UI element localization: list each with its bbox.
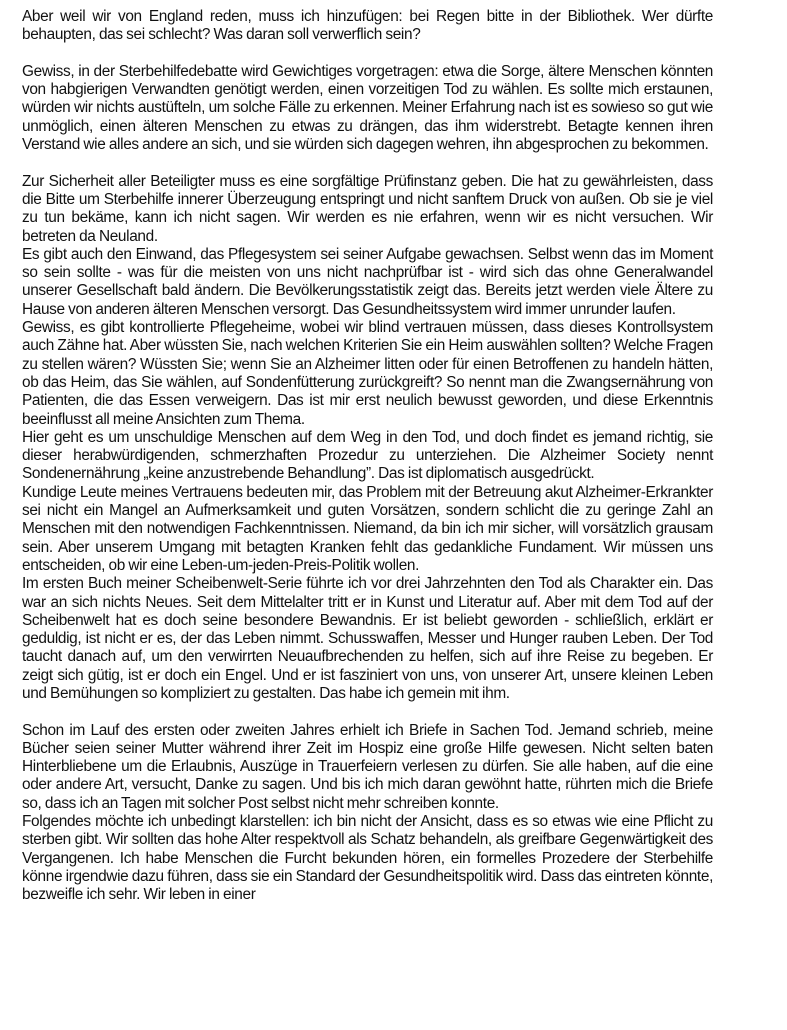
paragraph-spacer [22,45,713,63]
paragraph-innocent-people: Hier geht es um unschuldige Menschen auf dem Weg in den Tod, und doch findet es jemand richtig, sie dieser herabwürdigenden, schmerzhaften Prozedur zu unterziehen. Die Alzheimer Society nennt Sondenernährung „keine anzustrebende Behandlung”. Das ist diplomatisch ausgedrückt. [22,428,713,483]
paragraph-spacer [22,703,713,721]
paragraph-letters: Schon im Lauf des ersten oder zweiten Jahres erhielt ich Briefe in Sachen Tod. Jemand schrieb, meine Bücher seien seiner Mutter während ihrer Zeit im Hospiz eine große Hilfe gewesen. Nicht selten baten Hinterbliebene um die Erlaubnis, Auszüge in Trauerfeiern verlesen zu dürfen. Sie alle haben, auf die eine oder andere Art, versucht, Danke zu sagen. Und bis ich mich daran gewöhnt hatte, rührten mich die Briefe so, dass ich an Tagen mit solcher Post selbst nicht mehr schreiben konnte. [22,721,713,812]
top-margin [22,0,713,8]
paragraph-england-library: Aber weil wir von England reden, muss ich hinzufügen: bei Regen bitte in der Bibliothek. Wer dürfte behaupten, das sei schlecht? Was daran soll verwerflich sein? [22,8,713,44]
paragraph-trusted-experts: Kundige Leute meines Vertrauens bedeuten mir, das Problem mit der Betreuung akut Alzheimer-Erkrankter sei nicht ein Mangel an Aufmerksamkeit und guten Vorsätzen, sondern schlicht die zu geringe Zahl an Menschen mit den notwendigen Fachkenntnissen. Niemand, da bin ich mir sicher, will vorsätzlich grausam sein. Aber unserem Umgang mit betagten Kranken fehlt das gedankliche Fundament. Wir müssen uns entscheiden, ob wir eine Leben-um-jeden-Preis-Politik wollen. [22,483,713,574]
paragraph-spacer [22,154,713,172]
paragraph-care-system: Es gibt auch den Einwand, das Pflegesystem sei seiner Aufgabe gewachsen. Selbst wenn das im Moment so sein sollte - was für die meisten von uns nicht nachprüfbar ist - wird sich das ohne Generalwandel unserer Gesellschaft bald ändern. Die Bevölkerungsstatistik zeigt das. Bereits jetzt werden viele Ältere zu Hause von anderen älteren Menschen versorgt. Das Gesundheitssystem wird immer unrunder laufen. [22,245,713,318]
paragraph-review-authority: Zur Sicherheit aller Beteiligter muss es eine sorgfältige Prüfinstanz geben. Die hat zu gewährleisten, dass die Bitte um Sterbehilfe innerer Überzeugung entspringt und nicht sanftem Druck von außen. Ob sie je viel zu tun bekäme, kann ich nicht sagen. Wir werden es nie erfahren, wenn wir es nicht versuchen. Wir betreten da Neuland. [22,172,713,245]
paragraph-euthanasia-debate: Gewiss, in der Sterbehilfedebatte wird Gewichtiges vorgetragen: etwa die Sorge, ältere Menschen könnten von habgierigen Verwandten genötigt werden, einen vorzeitigen Tod zu wählen. Es sollte mich erstaunen, würden wir nichts austüfteln, um solche Fälle zu erkennen. Meiner Erfahrung nach ist es sowieso so gut wie unmöglich, einen älteren Menschen zu etwas zu drängen, das ihm widerstrebt. Betagte kennen ihren Verstand wie alles andere an sich, und sie würden sich dagegen wehren, ihn abgesprochen zu bekommen. [22,62,713,154]
paragraph-discworld-death: Im ersten Buch meiner Scheibenwelt-Serie führte ich vor drei Jahrzehnten den Tod als Charakter ein. Das war an sich nichts Neues. Seit dem Mittelalter tritt er in Kunst und Literatur auf. Aber mit dem Tod auf der Scheibenwelt hat es doch seine besondere Bewandnis. Er ist beliebt geworden - schließlich, erklärt er geduldig, ist nicht er es, der das Leben nimmt. Schusswaffen, Messer und Hunger rauben Leben. Der Tod taucht danach auf, um den verwirrten Neuaufbrechenden zu helfen, sich auf ihre Reise zu begeben. Er zeigt sich gütig, ist er doch ein Engel. Und er ist fasziniert von uns, von unserer Art, unsere kleinen Leben und Bemühungen so kompliziert zu gestalten. Das habe ich gemein mit ihm. [22,575,713,702]
document-page [22,0,713,905]
paragraph-care-homes: Gewiss, es gibt kontrollierte Pflegeheime, wobei wir blind vertrauen müssen, dass dieses Kontrollsystem auch Zähne hat. Aber wüssten Sie, nach welchen Kriterien Sie ein Heim auswählen sollten? Welche Fragen zu stellen wären? Wüssten Sie; wenn Sie an Alzheimer litten oder für einen Betroffenen zu handeln hätten, ob das Heim, das Sie wählen, auf Sondenfütterung zurückgreift? So nennt man die Zwangsernährung von Patienten, die das Essen verweigern. Das ist mir erst neulich bewusst geworden, und diese Erkenntnis beeinflusst all meine Ansichten zum Thema. [22,319,713,428]
paragraph-duty-to-die: Folgendes möchte ich unbedingt klarstellen: ich bin nicht der Ansicht, dass es so etwas wie eine Pflicht zu sterben gibt. Wir sollten das hohe Alter respektvoll als Schatz behandeln, als greifbare Gegenwärtigkeit des Vergangenen. Ich habe Menschen die Furcht bekunden hören, ein formelles Prozedere der Sterbehilfe könne irgendwie dazu führen, dass sie ein Standard der Gesundheitspolitik wird. Dass das eintreten könnte, bezweifle ich sehr. Wir leben in einer [22,813,713,904]
